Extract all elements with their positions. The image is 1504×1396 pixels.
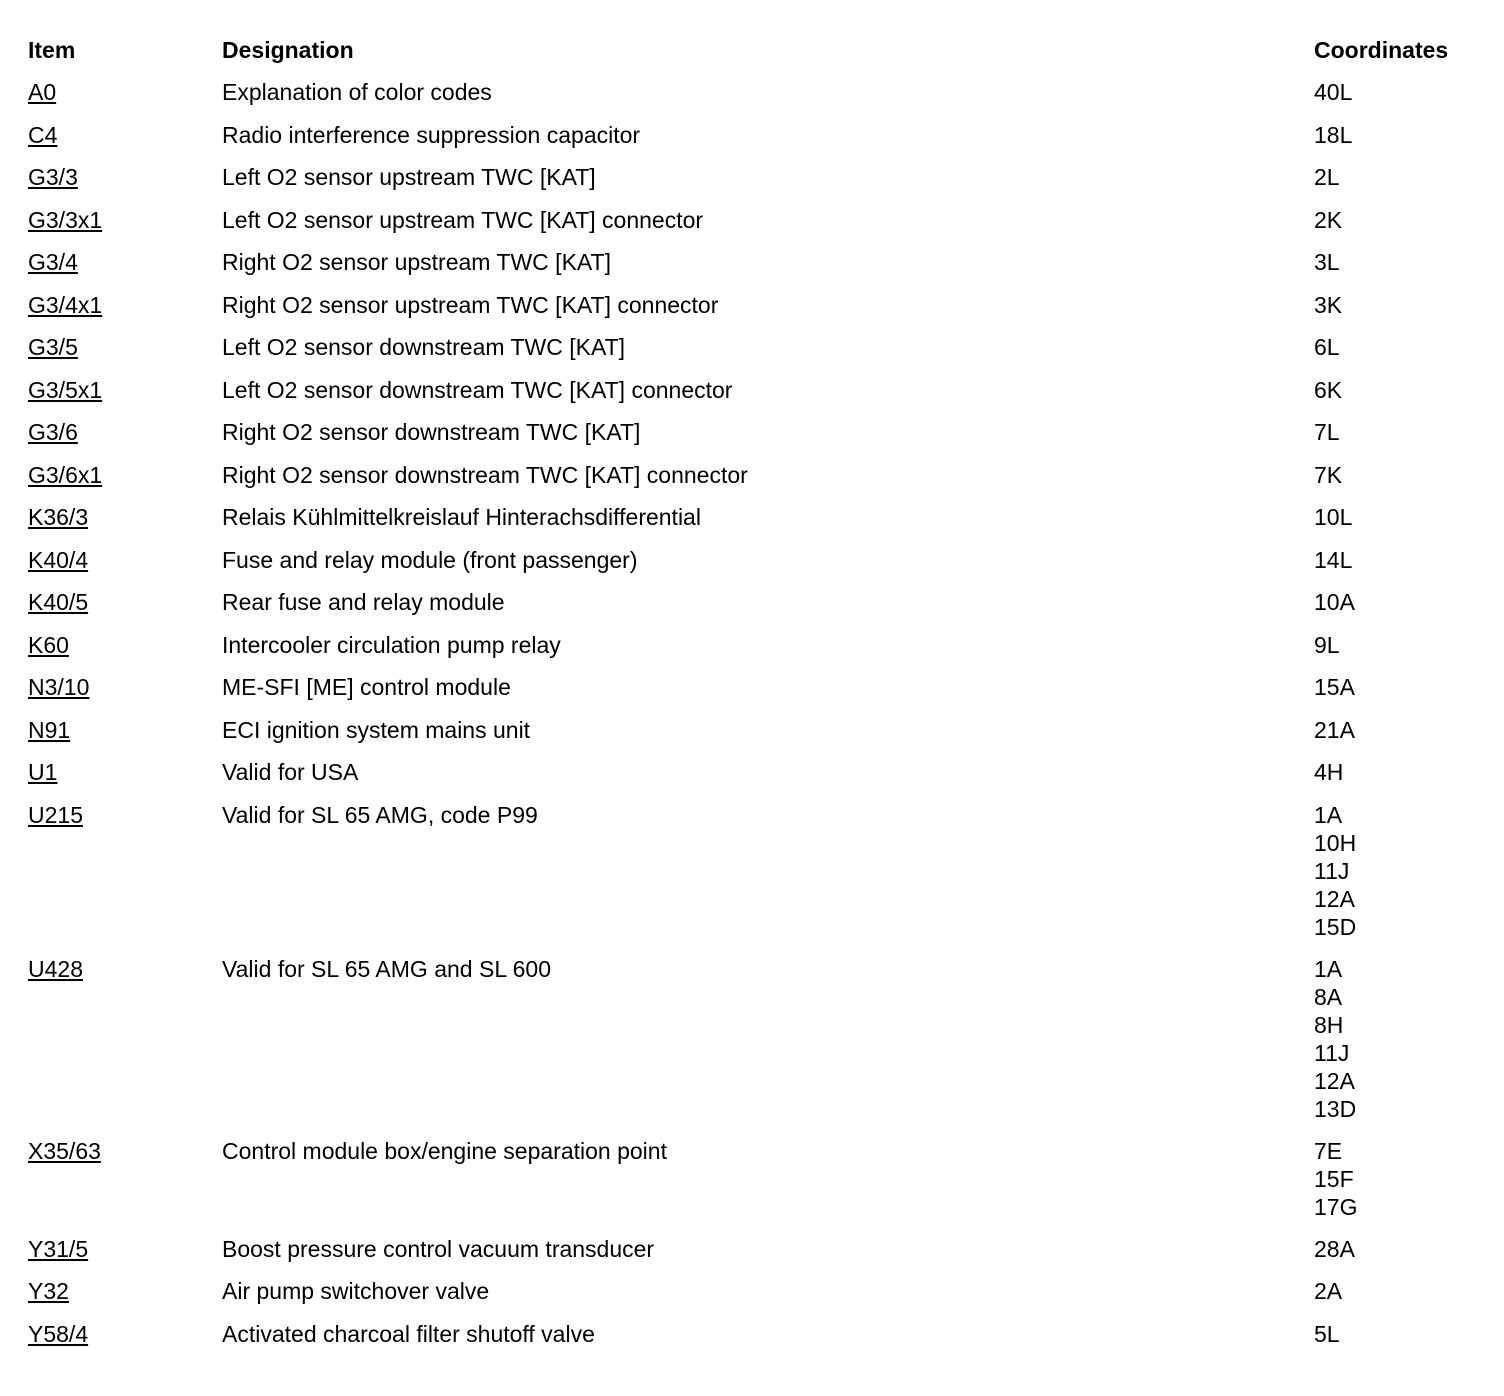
item-cell	[28, 78, 222, 106]
coordinates-cell	[1314, 546, 1478, 574]
coordinates-cell	[1314, 461, 1478, 489]
coordinates-cell	[1314, 291, 1478, 319]
item-cell	[28, 1277, 222, 1305]
coordinate-value: 9L	[1314, 631, 1340, 658]
table-row	[28, 546, 1478, 589]
item-link[interactable]: G3/4	[28, 249, 78, 275]
item-cell	[28, 418, 222, 446]
coordinate-value: 2K	[1314, 206, 1343, 233]
coordinate-value: 7E	[1314, 1137, 1343, 1164]
coordinates-cell	[1314, 1137, 1478, 1221]
item-cell	[28, 546, 222, 574]
coordinate-value: 3L	[1314, 249, 1340, 275]
table-row	[28, 673, 1478, 716]
coordinate-value: 4H	[1314, 759, 1344, 785]
coordinate-value: 3K	[1314, 291, 1343, 318]
coordinate-value: 18L	[1314, 121, 1353, 148]
coordinates-column-header: Coordinates	[1314, 37, 1449, 63]
coordinates-cell	[1314, 121, 1478, 149]
designation-cell: Control module box/engine separation point	[222, 1137, 667, 1164]
coordinate-value: 5L	[1314, 1320, 1340, 1347]
table-body	[28, 78, 1478, 1362]
item-link[interactable]: G3/3x1	[28, 206, 103, 233]
item-link[interactable]: N3/10	[28, 674, 90, 700]
item-link[interactable]: U1	[28, 759, 58, 785]
table-row	[28, 631, 1478, 674]
coordinates-cell	[1314, 716, 1478, 744]
coordinate-value: 10L	[1314, 504, 1353, 530]
coordinates-cell	[1314, 673, 1478, 701]
designation-cell: Rear fuse and relay module	[222, 589, 505, 615]
item-link[interactable]: U428	[28, 955, 83, 982]
item-link[interactable]: G3/4x1	[28, 291, 103, 318]
coordinate-value: 11J	[1314, 857, 1350, 884]
component-legend-table	[28, 36, 1478, 1362]
item-link[interactable]: K40/5	[28, 589, 89, 615]
designation-cell: Left O2 sensor upstream TWC [KAT] connector	[222, 206, 704, 233]
designation-cell: Air pump switchover valve	[222, 1278, 490, 1304]
coordinate-value: 1A	[1314, 801, 1343, 828]
table-row	[28, 716, 1478, 759]
table-row	[28, 801, 1478, 955]
item-cell	[28, 291, 222, 319]
item-link[interactable]: G3/3	[28, 164, 78, 190]
coordinates-cell	[1314, 1277, 1478, 1305]
item-cell	[28, 461, 222, 489]
table-row	[28, 503, 1478, 546]
item-cell	[28, 333, 222, 361]
coordinate-value: 14L	[1314, 546, 1353, 573]
item-link[interactable]: A0	[28, 79, 57, 105]
designation-cell: Left O2 sensor upstream TWC [KAT]	[222, 164, 596, 190]
coordinate-value: 8H	[1314, 1011, 1344, 1038]
item-cell	[28, 248, 222, 276]
item-link[interactable]: C4	[28, 121, 58, 148]
item-link[interactable]: Y31/5	[28, 1235, 89, 1262]
item-cell	[28, 206, 222, 234]
item-column-header: Item	[28, 37, 76, 63]
coordinate-value: 10H	[1314, 829, 1357, 856]
table-row	[28, 291, 1478, 334]
designation-cell: Valid for SL 65 AMG and SL 600	[222, 955, 552, 982]
item-cell	[28, 121, 222, 149]
table-row	[28, 588, 1478, 631]
coordinates-cell	[1314, 333, 1478, 361]
coordinates-cell	[1314, 1235, 1478, 1263]
coordinate-value: 7L	[1314, 419, 1340, 445]
table-row	[28, 1320, 1478, 1363]
table-row	[28, 1235, 1478, 1278]
table-row	[28, 1137, 1478, 1235]
designation-cell: ECI ignition system mains unit	[222, 716, 531, 743]
designation-cell: Valid for USA	[222, 759, 359, 785]
table-row	[28, 78, 1478, 121]
item-link[interactable]: N91	[28, 716, 71, 743]
item-cell	[28, 716, 222, 744]
coordinates-cell	[1314, 376, 1478, 404]
item-link[interactable]: K60	[28, 631, 69, 658]
item-cell	[28, 588, 222, 616]
table-row	[28, 163, 1478, 206]
item-link[interactable]: X35/63	[28, 1137, 101, 1164]
table-row	[28, 955, 1478, 1137]
item-cell	[28, 1235, 222, 1263]
item-cell	[28, 376, 222, 404]
coordinate-value: 7K	[1314, 461, 1343, 488]
item-link[interactable]: U215	[28, 801, 83, 828]
item-cell	[28, 503, 222, 531]
table-row	[28, 1277, 1478, 1320]
designation-cell: Left O2 sensor downstream TWC [KAT] connector	[222, 376, 733, 403]
coordinate-value: 11J	[1314, 1039, 1350, 1066]
item-cell	[28, 801, 222, 829]
item-cell	[28, 1137, 222, 1165]
item-link[interactable]: Y32	[28, 1278, 69, 1304]
designation-cell: Left O2 sensor downstream TWC [KAT]	[222, 334, 626, 360]
coordinates-cell	[1314, 78, 1478, 106]
table-row	[28, 758, 1478, 801]
table-row	[28, 206, 1478, 249]
designation-cell: Right O2 sensor downstream TWC [KAT]	[222, 419, 641, 445]
coordinates-cell	[1314, 1320, 1478, 1348]
item-cell	[28, 631, 222, 659]
coordinate-value: 8A	[1314, 983, 1343, 1010]
designation-column-header: Designation	[222, 37, 354, 63]
table-row	[28, 333, 1478, 376]
coordinates-cell	[1314, 955, 1478, 1123]
coordinate-value: 15A	[1314, 674, 1355, 700]
designation-cell: Right O2 sensor downstream TWC [KAT] connector	[222, 461, 748, 488]
item-link[interactable]: Y58/4	[28, 1320, 89, 1347]
designation-cell: Valid for SL 65 AMG, code P99	[222, 801, 538, 828]
coordinate-value: 12A	[1314, 1067, 1355, 1094]
item-link[interactable]: K40/4	[28, 546, 89, 573]
coordinates-cell	[1314, 206, 1478, 234]
coordinates-cell	[1314, 588, 1478, 616]
item-link[interactable]: K36/3	[28, 504, 89, 530]
coordinate-value: 15F	[1314, 1165, 1354, 1192]
coordinates-cell	[1314, 801, 1478, 941]
coordinate-value: 1A	[1314, 955, 1343, 982]
coordinate-value: 6K	[1314, 376, 1343, 403]
item-cell	[28, 1320, 222, 1348]
coordinate-value: 21A	[1314, 716, 1355, 743]
coordinate-value: 12A	[1314, 885, 1355, 912]
item-cell	[28, 955, 222, 983]
coordinates-cell	[1314, 503, 1478, 531]
coordinate-value: 10A	[1314, 589, 1355, 615]
designation-cell: Fuse and relay module (front passenger)	[222, 546, 638, 573]
coordinates-cell	[1314, 418, 1478, 446]
coordinates-cell	[1314, 248, 1478, 276]
designation-cell: Activated charcoal filter shutoff valve	[222, 1320, 595, 1347]
item-link[interactable]: G3/6	[28, 419, 78, 445]
coordinates-cell	[1314, 163, 1478, 191]
designation-cell: ME-SFI [ME] control module	[222, 674, 511, 700]
table-row	[28, 461, 1478, 504]
table-row	[28, 121, 1478, 164]
table-header-row	[28, 36, 1478, 78]
table-row	[28, 418, 1478, 461]
coordinate-value: 2A	[1314, 1278, 1343, 1304]
designation-cell: Boost pressure control vacuum transducer	[222, 1235, 655, 1262]
item-link[interactable]: G3/6x1	[28, 461, 103, 488]
designation-cell: Explanation of color codes	[222, 79, 492, 105]
item-cell	[28, 163, 222, 191]
designation-cell: Right O2 sensor upstream TWC [KAT] connector	[222, 291, 719, 318]
coordinate-value: 17G	[1314, 1193, 1358, 1220]
coordinate-value: 15D	[1314, 913, 1357, 940]
designation-cell: Right O2 sensor upstream TWC [KAT]	[222, 249, 611, 275]
designation-cell: Relais Kühlmittelkreislauf Hinterachsdifferential	[222, 504, 701, 530]
table-row	[28, 248, 1478, 291]
coordinates-cell	[1314, 631, 1478, 659]
item-link[interactable]: G3/5x1	[28, 376, 103, 403]
item-cell	[28, 758, 222, 786]
coordinate-value: 28A	[1314, 1235, 1355, 1262]
designation-cell: Intercooler circulation pump relay	[222, 631, 561, 658]
coordinate-value: 40L	[1314, 79, 1353, 105]
item-link[interactable]: G3/5	[28, 334, 78, 360]
item-cell	[28, 673, 222, 701]
coordinates-cell	[1314, 758, 1478, 786]
designation-cell: Radio interference suppression capacitor	[222, 121, 641, 148]
coordinate-value: 2L	[1314, 164, 1340, 190]
coordinate-value: 6L	[1314, 334, 1340, 360]
coordinate-value: 13D	[1314, 1095, 1357, 1122]
table-row	[28, 376, 1478, 419]
